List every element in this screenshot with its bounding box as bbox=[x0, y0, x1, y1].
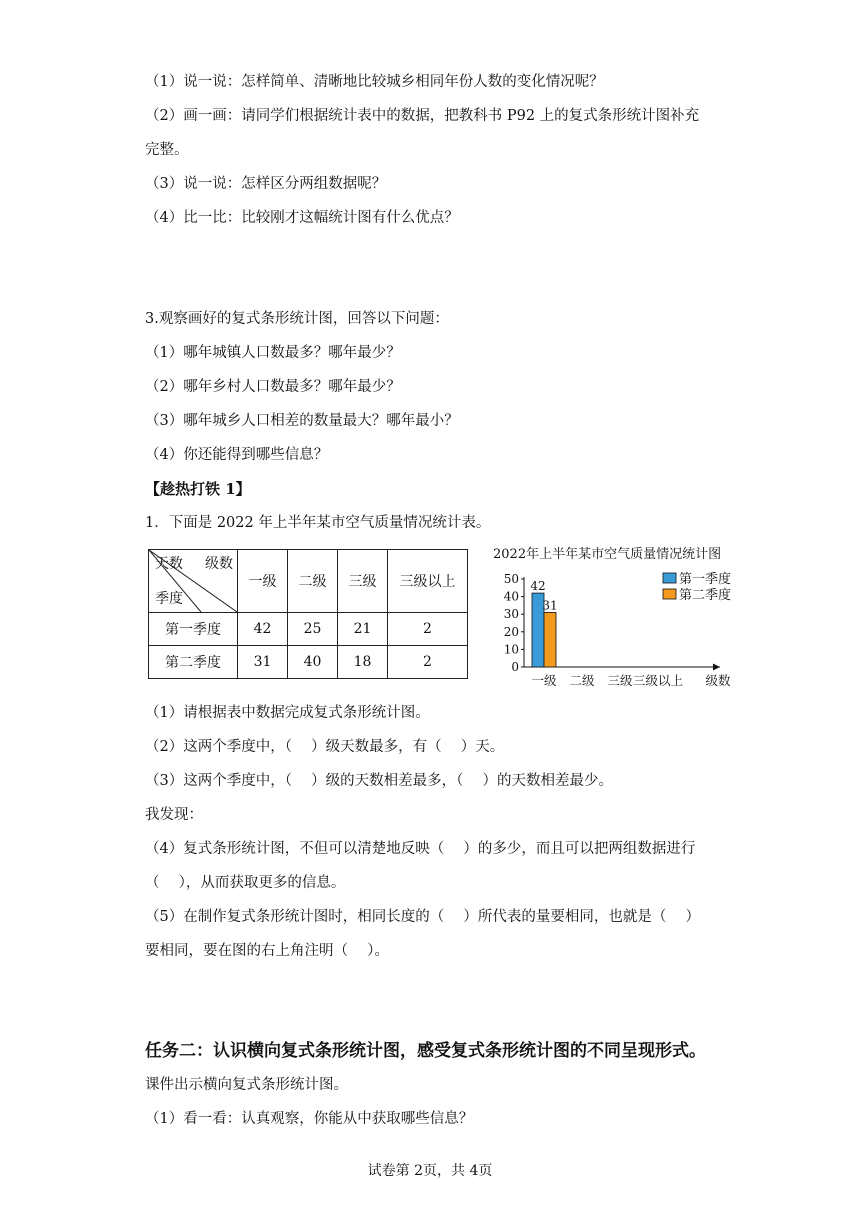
y-tick-label: 40 bbox=[503, 589, 519, 604]
text-line: （3）说一说：怎样区分两组数据呢？ bbox=[145, 176, 387, 192]
text-line: （1）说一说：怎样简单、清晰地比较城乡相同年份人数的变化情况呢？ bbox=[145, 74, 604, 90]
bar-chart bbox=[490, 540, 760, 690]
x-tick-label: 三级以上 bbox=[632, 673, 684, 688]
bar-2 bbox=[544, 612, 556, 667]
x-axis-label: 级数 bbox=[705, 673, 731, 688]
column-header: 二级 bbox=[288, 550, 338, 613]
question-line: （5）在制作复式条形统计图时，相同长度的（ ）所代表的量要相同，也就是（ ） bbox=[145, 909, 700, 925]
y-tick-label: 30 bbox=[503, 607, 519, 622]
corner-label-quarter: 季度 bbox=[155, 591, 183, 607]
question-line: （ ），从而获取更多的信息。 bbox=[145, 875, 346, 891]
table-corner-cell bbox=[149, 550, 238, 613]
column-header: 三级 bbox=[338, 550, 388, 613]
corner-label-days: 天数 bbox=[155, 556, 183, 572]
text-line: 完整。 bbox=[145, 142, 189, 158]
table-row bbox=[149, 613, 468, 646]
y-tick-label: 0 bbox=[511, 660, 519, 674]
table-cell: 31 bbox=[238, 646, 288, 679]
question-line: （3）这两个季度中，（ ）级的天数相差最多，（ ）的天数相差最少。 bbox=[145, 773, 613, 789]
question-line: 要相同，要在图的右上角注明（ ）。 bbox=[145, 943, 389, 959]
table-row bbox=[149, 646, 468, 679]
x-tick-label: 三级 bbox=[607, 673, 633, 688]
table-cell: 21 bbox=[338, 613, 388, 646]
question-line: （4）你还能得到哪些信息？ bbox=[145, 447, 329, 463]
question-line: （2）哪年乡村人口数最多？哪年最少？ bbox=[145, 379, 401, 395]
column-header: 一级 bbox=[238, 550, 288, 613]
row-label: 第一季度 bbox=[149, 613, 238, 646]
text-line: 课件出示横向复式条形统计图。 bbox=[145, 1077, 348, 1093]
problem-intro: 1．下面是 2022 年上半年某市空气质量情况统计表。 bbox=[145, 515, 491, 531]
y-tick-label: 10 bbox=[503, 642, 519, 657]
task-title: 任务二：认识横向复式条形统计图，感受复式条形统计图的不同呈现形式。 bbox=[145, 1041, 706, 1061]
data-label: 42 bbox=[530, 579, 546, 594]
table-cell: 40 bbox=[288, 646, 338, 679]
question-line: （1）请根据表中数据完成复式条形统计图。 bbox=[145, 705, 430, 721]
question-line: （2）这两个季度中，（ ）级天数最多，有（ ）天。 bbox=[145, 739, 505, 755]
question-line: （3）哪年城乡人口相差的数量最大？哪年最小？ bbox=[145, 413, 459, 429]
legend-label: 第一季度 bbox=[679, 572, 732, 587]
chart-title: 2022年上半年某市空气质量情况统计图 bbox=[493, 547, 722, 562]
table-cell: 2 bbox=[388, 646, 468, 679]
corner-label-level: 级数 bbox=[205, 556, 233, 572]
y-tick-label: 50 bbox=[503, 572, 519, 586]
table-cell: 25 bbox=[288, 613, 338, 646]
legend-swatch bbox=[663, 573, 676, 583]
statistics-table bbox=[148, 549, 468, 679]
text-line: （4）比一比：比较刚才这幅统计图有什么优点？ bbox=[145, 210, 459, 226]
practice-heading: 【趁热打铁 1】 bbox=[145, 480, 251, 498]
row-label: 第二季度 bbox=[149, 646, 238, 679]
text-line: （2）画一画：请同学们根据统计表中的数据，把教科书 P92 上的复式条形统计图补充 bbox=[145, 108, 700, 124]
page-footer: 试卷第 2页，共 4页 bbox=[367, 1163, 493, 1179]
x-tick-label: 二级 bbox=[569, 673, 595, 688]
column-header: 三级以上 bbox=[388, 550, 468, 613]
x-tick-label: 一级 bbox=[531, 673, 557, 688]
y-tick-label: 20 bbox=[503, 624, 519, 639]
question-line: （1）哪年城镇人口数最多？哪年最少？ bbox=[145, 345, 401, 361]
table-cell: 42 bbox=[238, 613, 288, 646]
data-label: 31 bbox=[542, 598, 558, 613]
section-title: 3.观察画好的复式条形统计图，回答以下问题： bbox=[145, 311, 449, 327]
question-line: （4）复式条形统计图，不但可以清楚地反映（ ）的多少，而且可以把两组数据进行 bbox=[145, 841, 696, 857]
question-line: （1）看一看：认真观察，你能从中获取哪些信息？ bbox=[145, 1111, 474, 1127]
table-cell: 2 bbox=[388, 613, 468, 646]
discovery-label: 我发现： bbox=[145, 807, 203, 823]
legend-swatch bbox=[663, 589, 676, 599]
legend-label: 第二季度 bbox=[679, 588, 732, 603]
x-axis-arrow bbox=[713, 664, 720, 671]
table-cell: 18 bbox=[338, 646, 388, 679]
